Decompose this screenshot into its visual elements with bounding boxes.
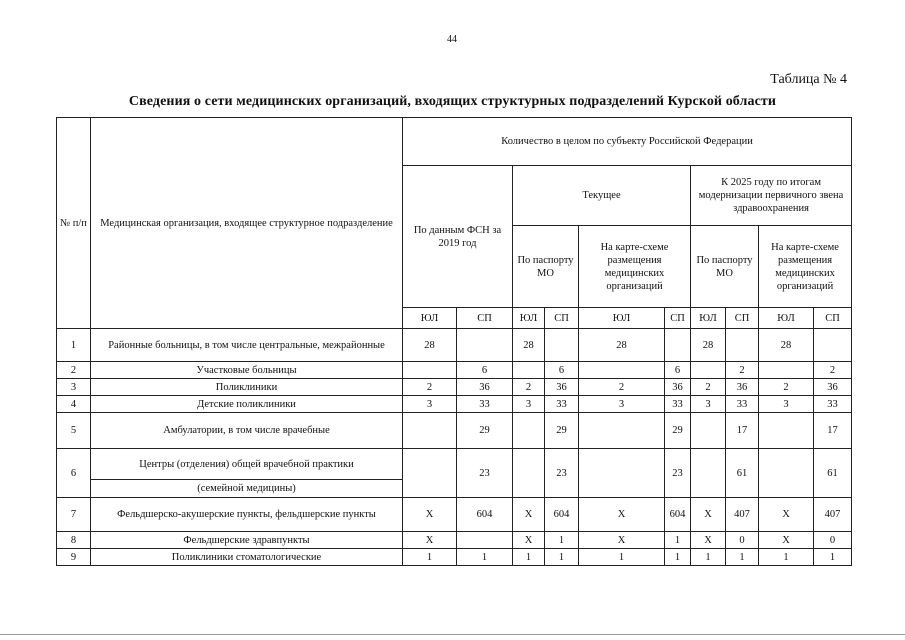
cell xyxy=(665,329,691,362)
cell: 2 xyxy=(726,362,759,379)
cell: 2 xyxy=(759,379,814,396)
row-number: 2 xyxy=(57,362,91,379)
table-row xyxy=(57,379,852,396)
cell: 1 xyxy=(726,549,759,566)
row-name: Фельдшерские здравпункты xyxy=(91,532,403,549)
cell: 2 xyxy=(513,379,545,396)
page-number: 44 xyxy=(447,34,457,45)
cell: 1 xyxy=(457,549,513,566)
cell xyxy=(513,449,545,498)
cell xyxy=(691,449,726,498)
cell: 33 xyxy=(726,396,759,413)
cell: 2 xyxy=(814,362,852,379)
cell: Х xyxy=(759,532,814,549)
cell: 28 xyxy=(513,329,545,362)
cell: 29 xyxy=(665,413,691,449)
cell: 604 xyxy=(457,498,513,532)
cell: 0 xyxy=(726,532,759,549)
document-title: Сведения о сети медицинских организаций, входящих структурных подразделений Курской области xyxy=(128,94,777,109)
cell xyxy=(579,449,665,498)
header-yul: ЮЛ xyxy=(759,308,814,329)
cell: 17 xyxy=(726,413,759,449)
header-sp: СП xyxy=(726,308,759,329)
cell: Х xyxy=(579,532,665,549)
table-row xyxy=(57,498,852,532)
cell: 3 xyxy=(403,396,457,413)
cell: 1 xyxy=(403,549,457,566)
cell: 407 xyxy=(726,498,759,532)
header-map-current: На карте-схеме размещения медицинских организаций xyxy=(579,226,691,308)
cell: 604 xyxy=(545,498,579,532)
cell xyxy=(403,362,457,379)
cell: 17 xyxy=(814,413,852,449)
cell: 3 xyxy=(759,396,814,413)
cell: Х xyxy=(403,498,457,532)
cell: 23 xyxy=(665,449,691,498)
cell: 6 xyxy=(545,362,579,379)
cell: 23 xyxy=(545,449,579,498)
cell: 2 xyxy=(579,379,665,396)
row-name: Центры (отделения) общей врачебной практики xyxy=(91,449,403,480)
cell xyxy=(726,329,759,362)
cell: 28 xyxy=(579,329,665,362)
cell: 0 xyxy=(814,532,852,549)
table-row xyxy=(57,532,852,549)
row-name: Районные больницы, в том числе центральные, межрайонные xyxy=(91,329,403,362)
header-sp: СП xyxy=(814,308,852,329)
row-name: Детские поликлиники xyxy=(91,396,403,413)
cell xyxy=(457,329,513,362)
row-number: 5 xyxy=(57,413,91,449)
header-current: Текущее xyxy=(513,166,691,226)
cell: 29 xyxy=(545,413,579,449)
cell: 36 xyxy=(545,379,579,396)
cell xyxy=(579,362,665,379)
cell: Х xyxy=(759,498,814,532)
row-name-continuation: (семейной медицины) xyxy=(91,480,403,498)
cell xyxy=(759,413,814,449)
cell: 33 xyxy=(665,396,691,413)
table-row xyxy=(57,449,852,480)
cell: Х xyxy=(691,532,726,549)
cell: 1 xyxy=(814,549,852,566)
cell xyxy=(403,449,457,498)
cell: 6 xyxy=(665,362,691,379)
cell xyxy=(513,413,545,449)
cell: 33 xyxy=(545,396,579,413)
table-row xyxy=(57,362,852,379)
row-name: Фельдшерско-акушерские пункты, фельдшерские пункты xyxy=(91,498,403,532)
cell: 29 xyxy=(457,413,513,449)
cell: 3 xyxy=(579,396,665,413)
cell: 6 xyxy=(457,362,513,379)
cell: Х xyxy=(579,498,665,532)
header-yul: ЮЛ xyxy=(513,308,545,329)
cell: 36 xyxy=(665,379,691,396)
cell: 3 xyxy=(513,396,545,413)
cell: 1 xyxy=(579,549,665,566)
cell xyxy=(691,413,726,449)
cell xyxy=(814,329,852,362)
cell xyxy=(579,413,665,449)
cell: 2 xyxy=(691,379,726,396)
cell: 2 xyxy=(403,379,457,396)
header-yul: ЮЛ xyxy=(579,308,665,329)
cell xyxy=(759,449,814,498)
row-number: 6 xyxy=(57,449,91,498)
cell: 1 xyxy=(665,549,691,566)
cell: 3 xyxy=(691,396,726,413)
header-total: Количество в целом по субъекту Российской Федерации xyxy=(403,118,852,166)
table-row xyxy=(57,396,852,413)
table-row xyxy=(57,329,852,362)
cell xyxy=(545,329,579,362)
row-number: 9 xyxy=(57,549,91,566)
row-number: 4 xyxy=(57,396,91,413)
row-number: 3 xyxy=(57,379,91,396)
header-sp: СП xyxy=(457,308,513,329)
header-num: № п/п xyxy=(57,118,91,329)
cell xyxy=(403,413,457,449)
cell: 407 xyxy=(814,498,852,532)
cell: 1 xyxy=(691,549,726,566)
row-number: 1 xyxy=(57,329,91,362)
cell: Х xyxy=(513,498,545,532)
cell: 61 xyxy=(726,449,759,498)
cell: 23 xyxy=(457,449,513,498)
row-number: 8 xyxy=(57,532,91,549)
cell: 61 xyxy=(814,449,852,498)
cell: 36 xyxy=(726,379,759,396)
cell xyxy=(457,532,513,549)
header-sp: СП xyxy=(545,308,579,329)
cell: 1 xyxy=(545,532,579,549)
cell: Х xyxy=(691,498,726,532)
header-sp: СП xyxy=(665,308,691,329)
header-fsn: По данным ФСН за 2019 год xyxy=(403,166,513,308)
header-org: Медицинская организация, входящее структурное подразделение xyxy=(91,118,403,329)
cell: 1 xyxy=(665,532,691,549)
cell: 36 xyxy=(814,379,852,396)
cell: 604 xyxy=(665,498,691,532)
cell xyxy=(691,362,726,379)
row-name: Поликлиники стоматологические xyxy=(91,549,403,566)
header-map-2025: На карте-схеме размещения медицинских организаций xyxy=(759,226,852,308)
network-table xyxy=(56,117,852,566)
header-2025: К 2025 году по итогам модернизации первичного звена здравоохранения xyxy=(691,166,852,226)
cell: 28 xyxy=(759,329,814,362)
cell: 1 xyxy=(759,549,814,566)
cell: 28 xyxy=(691,329,726,362)
row-name: Амбулатории, в том числе врачебные xyxy=(91,413,403,449)
cell: 28 xyxy=(403,329,457,362)
table-label: Таблица № 4 xyxy=(770,72,847,87)
row-number: 7 xyxy=(57,498,91,532)
cell: Х xyxy=(513,532,545,549)
header-yul: ЮЛ xyxy=(691,308,726,329)
header-passport-2025: По паспорту МО xyxy=(691,226,759,308)
table-row xyxy=(57,413,852,449)
cell xyxy=(759,362,814,379)
row-name: Поликлиники xyxy=(91,379,403,396)
header-passport-current: По паспорту МО xyxy=(513,226,579,308)
cell: 33 xyxy=(814,396,852,413)
row-name: Участковые больницы xyxy=(91,362,403,379)
header-yul: ЮЛ xyxy=(403,308,457,329)
cell: Х xyxy=(403,532,457,549)
cell: 36 xyxy=(457,379,513,396)
cell: 33 xyxy=(457,396,513,413)
scan-edge-divider xyxy=(0,634,905,635)
cell: 1 xyxy=(545,549,579,566)
cell: 1 xyxy=(513,549,545,566)
table-row xyxy=(57,549,852,566)
cell xyxy=(513,362,545,379)
